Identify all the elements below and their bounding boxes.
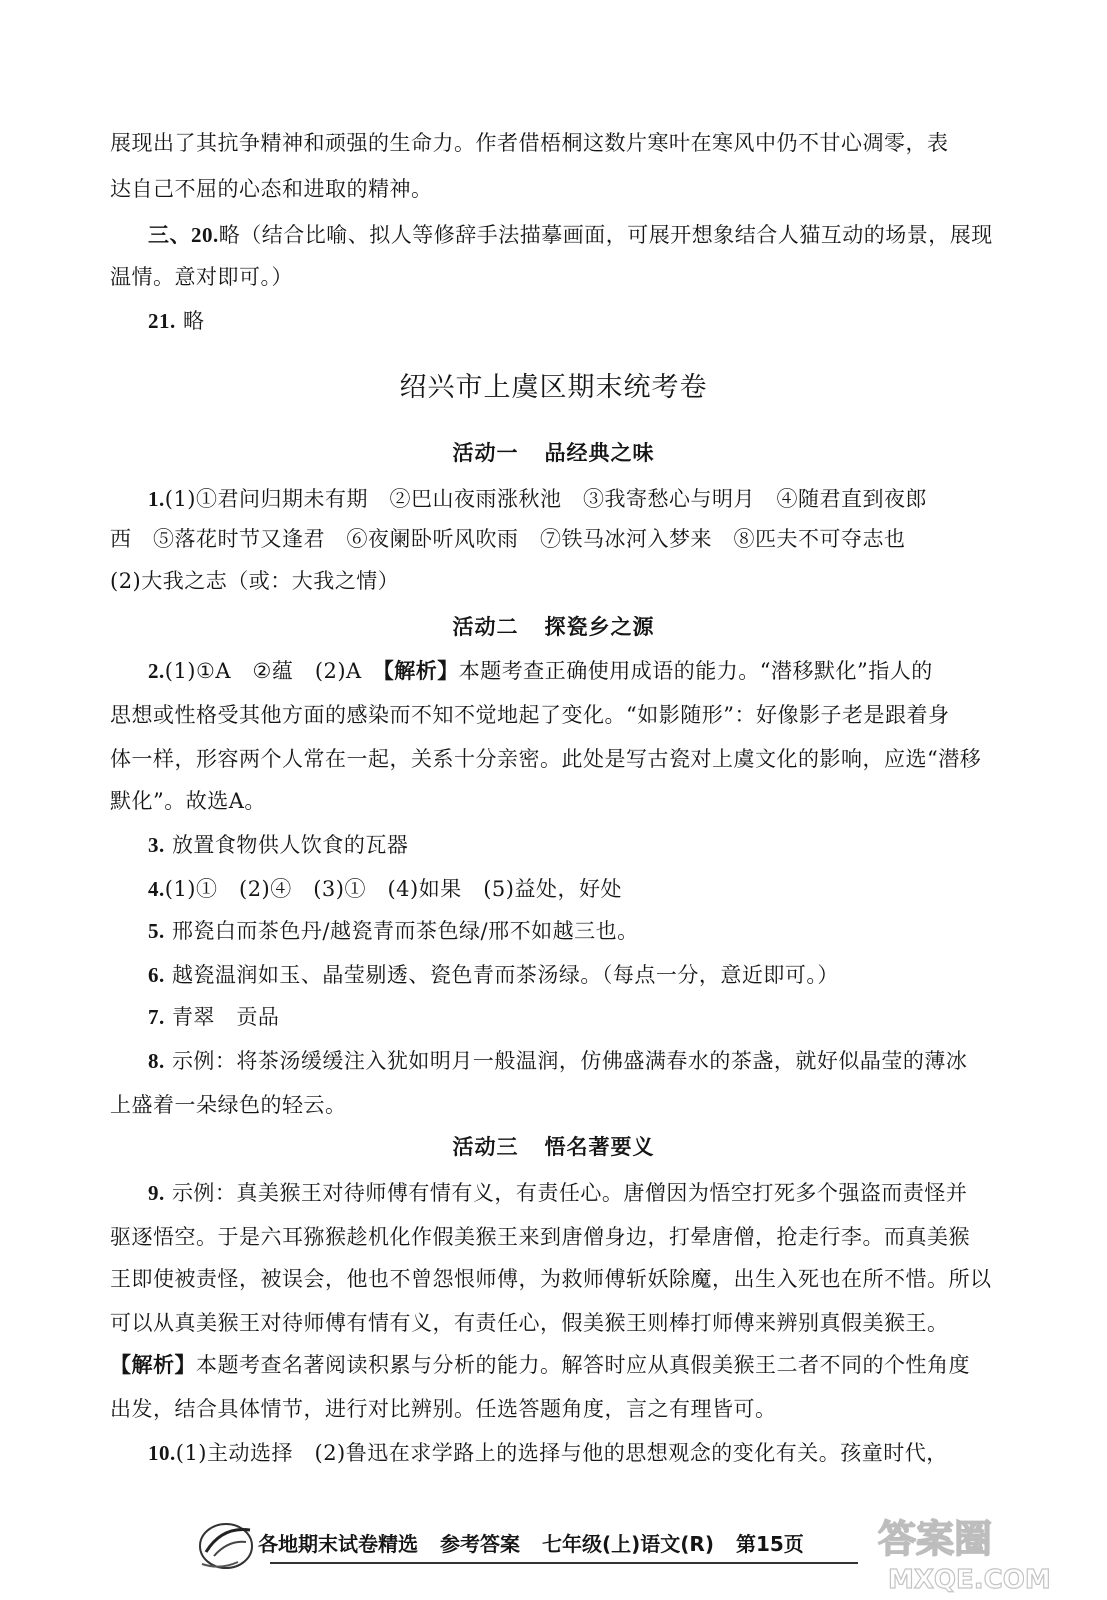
- section-title: 绍兴市上虞区期末统考卷: [399, 372, 708, 403]
- answer-text: (1)主动选择 (2)鲁迅在求学路上的选择与他的思想观念的变化有关。孩童时代，: [175, 1441, 948, 1465]
- question-number: 8.: [148, 1049, 165, 1073]
- activity-heading-3: [0, 1132, 1107, 1162]
- question-8-line-2: 上盛着一朵绿色的轻云。: [110, 1093, 347, 1117]
- analysis-text: 本题考查正确使用成语的能力。“潜移默化”指人的: [458, 659, 933, 683]
- question-number: 5.: [148, 919, 165, 943]
- analysis-text: 本题考查名著阅读积累与分析的能力。解答时应从真假美猴王二者不同的个性角度: [196, 1353, 970, 1377]
- question-9-analysis-line-2: 出发，结合具体情节，进行对比辨别。任选答题角度，言之有理皆可。: [110, 1397, 777, 1421]
- page-number: 第15页: [735, 1532, 804, 1556]
- question-9: [148, 1178, 1028, 1208]
- question-1-line-3: (2)大我之志（或：大我之情）: [110, 569, 400, 593]
- question-number: 三、20.: [148, 223, 219, 247]
- answer-text: 越瓷温润如玉、晶莹剔透、瓷色青而茶汤绿。（每点一分，意近即可。）: [171, 963, 839, 987]
- footer-book-title: 各地期末试卷精选: [258, 1532, 418, 1556]
- question-10: [148, 1438, 1028, 1468]
- question-number: 3.: [148, 833, 165, 857]
- answer-text: 示例：将茶汤缓缓注入犹如明月一般温润，仿佛盛满春水的茶盏，就好似晶莹的薄冰: [171, 1049, 968, 1073]
- answer-text: 示例：真美猴王对待师傅有情有义，有责任心。唐僧因为悟空打死多个强盗而责怪并: [171, 1181, 968, 1205]
- question-9-analysis: [110, 1350, 990, 1380]
- activity-title: 悟名著要义: [544, 1135, 655, 1159]
- question-20-line-2: 温情。意对即可。）: [110, 265, 293, 289]
- question-9-line-2: 驱逐悟空。于是六耳猕猴趁机化作假美猴王来到唐僧身边，打晕唐僧，抢走行李。而真美猴: [110, 1225, 970, 1249]
- activity-heading-2: [0, 612, 1107, 642]
- activity-label: 活动三: [452, 1135, 519, 1159]
- question-2-line-3: 体一样，形容两个人常在一起，关系十分亲密。此处是写古瓷对上虞文化的影响，应选“潜移: [110, 747, 982, 771]
- answer-text: 略: [182, 309, 205, 333]
- watermark-url: MXQE.COM: [888, 1565, 1051, 1595]
- answer-text: (1)① (2)④ (3)① (4)如果 (5)益处，好处: [164, 877, 622, 901]
- question-4: [148, 874, 1028, 904]
- answer-text: 略（结合比喻、拟人等修辞手法描摹画面，可展开想象结合人猫互动的场景，展现: [218, 223, 993, 247]
- activity-label: 活动一: [452, 441, 519, 465]
- question-2-line-2: 思想或性格受其他方面的感染而不知不觉地起了变化。“如影随形”：好像影子老是跟着身: [110, 703, 950, 727]
- question-9-line-4: 可以从真美猴王对待师傅有情有义，有责任心，假美猴王则棒打师傅来辨别真假美猴王。: [110, 1311, 949, 1335]
- question-21: [148, 306, 1028, 336]
- question-6: [148, 960, 1028, 990]
- page-footer: [210, 1524, 860, 1564]
- activity-title: 品经典之味: [544, 441, 655, 465]
- question-number: 2.: [148, 659, 165, 683]
- question-9-line-3: 王即使被责怪，被误会，他也不曾怨恨师傅，为救师傅斩妖除魔，出生入死也在所不惜。所以: [110, 1267, 992, 1291]
- question-number: 7.: [148, 1005, 165, 1029]
- footer-divider: [270, 1562, 858, 1564]
- footer-answers-label: 参考答案: [440, 1532, 520, 1556]
- activity-label: 活动二: [452, 615, 519, 639]
- question-number: 10.: [148, 1441, 176, 1465]
- watermark-text: 答案圈: [878, 1517, 993, 1561]
- answer-text: (1)①A ②蕴 (2)A: [164, 659, 384, 683]
- question-7: [148, 1002, 1028, 1032]
- question-number: 4.: [148, 877, 165, 901]
- intro-line-2: 达自己不屈的心态和进取的精神。: [110, 177, 433, 201]
- question-number: 6.: [148, 963, 165, 987]
- question-3: [148, 830, 1028, 860]
- question-number: 9.: [148, 1181, 165, 1205]
- watermark-logo: [868, 1510, 1098, 1595]
- activity-title: 探瓷乡之源: [544, 615, 655, 639]
- question-2-line-4: 默化”。故选A。: [110, 789, 266, 813]
- question-1-line-2: 西 ⑤落花时节又逢君 ⑥夜阑卧听风吹雨 ⑦铁马冰河入梦来 ⑧匹夫不可夺志也: [110, 527, 906, 551]
- question-1: [148, 484, 1028, 514]
- question-2: [148, 656, 1028, 686]
- intro-line-1: 展现出了其抗争精神和顽强的生命力。作者借梧桐这数片寒叶在寒风中仍不甘心凋零，表: [110, 131, 949, 155]
- answer-text: 青翠 贡品: [171, 1005, 280, 1029]
- analysis-tag: 【解析】: [383, 659, 459, 683]
- question-8: [148, 1046, 1028, 1076]
- question-20: [148, 220, 1028, 250]
- question-number: 1.: [148, 487, 165, 511]
- answer-text: 邢瓷白而茶色丹/越瓷青而茶色绿/邢不如越三也。: [171, 919, 639, 943]
- footer-grade: 七年级(上)语文(R): [542, 1532, 714, 1556]
- answer-text: (1)①君问归期未有期 ②巴山夜雨涨秋池 ③我寄愁心与明月 ④随君直到夜郎: [164, 487, 927, 511]
- answer-text: 放置食物供人饮食的瓦器: [171, 833, 409, 857]
- question-number: 21.: [148, 309, 176, 333]
- activity-heading-1: [0, 438, 1107, 468]
- question-5: [148, 916, 1028, 946]
- analysis-tag: 【解析】: [110, 1353, 196, 1377]
